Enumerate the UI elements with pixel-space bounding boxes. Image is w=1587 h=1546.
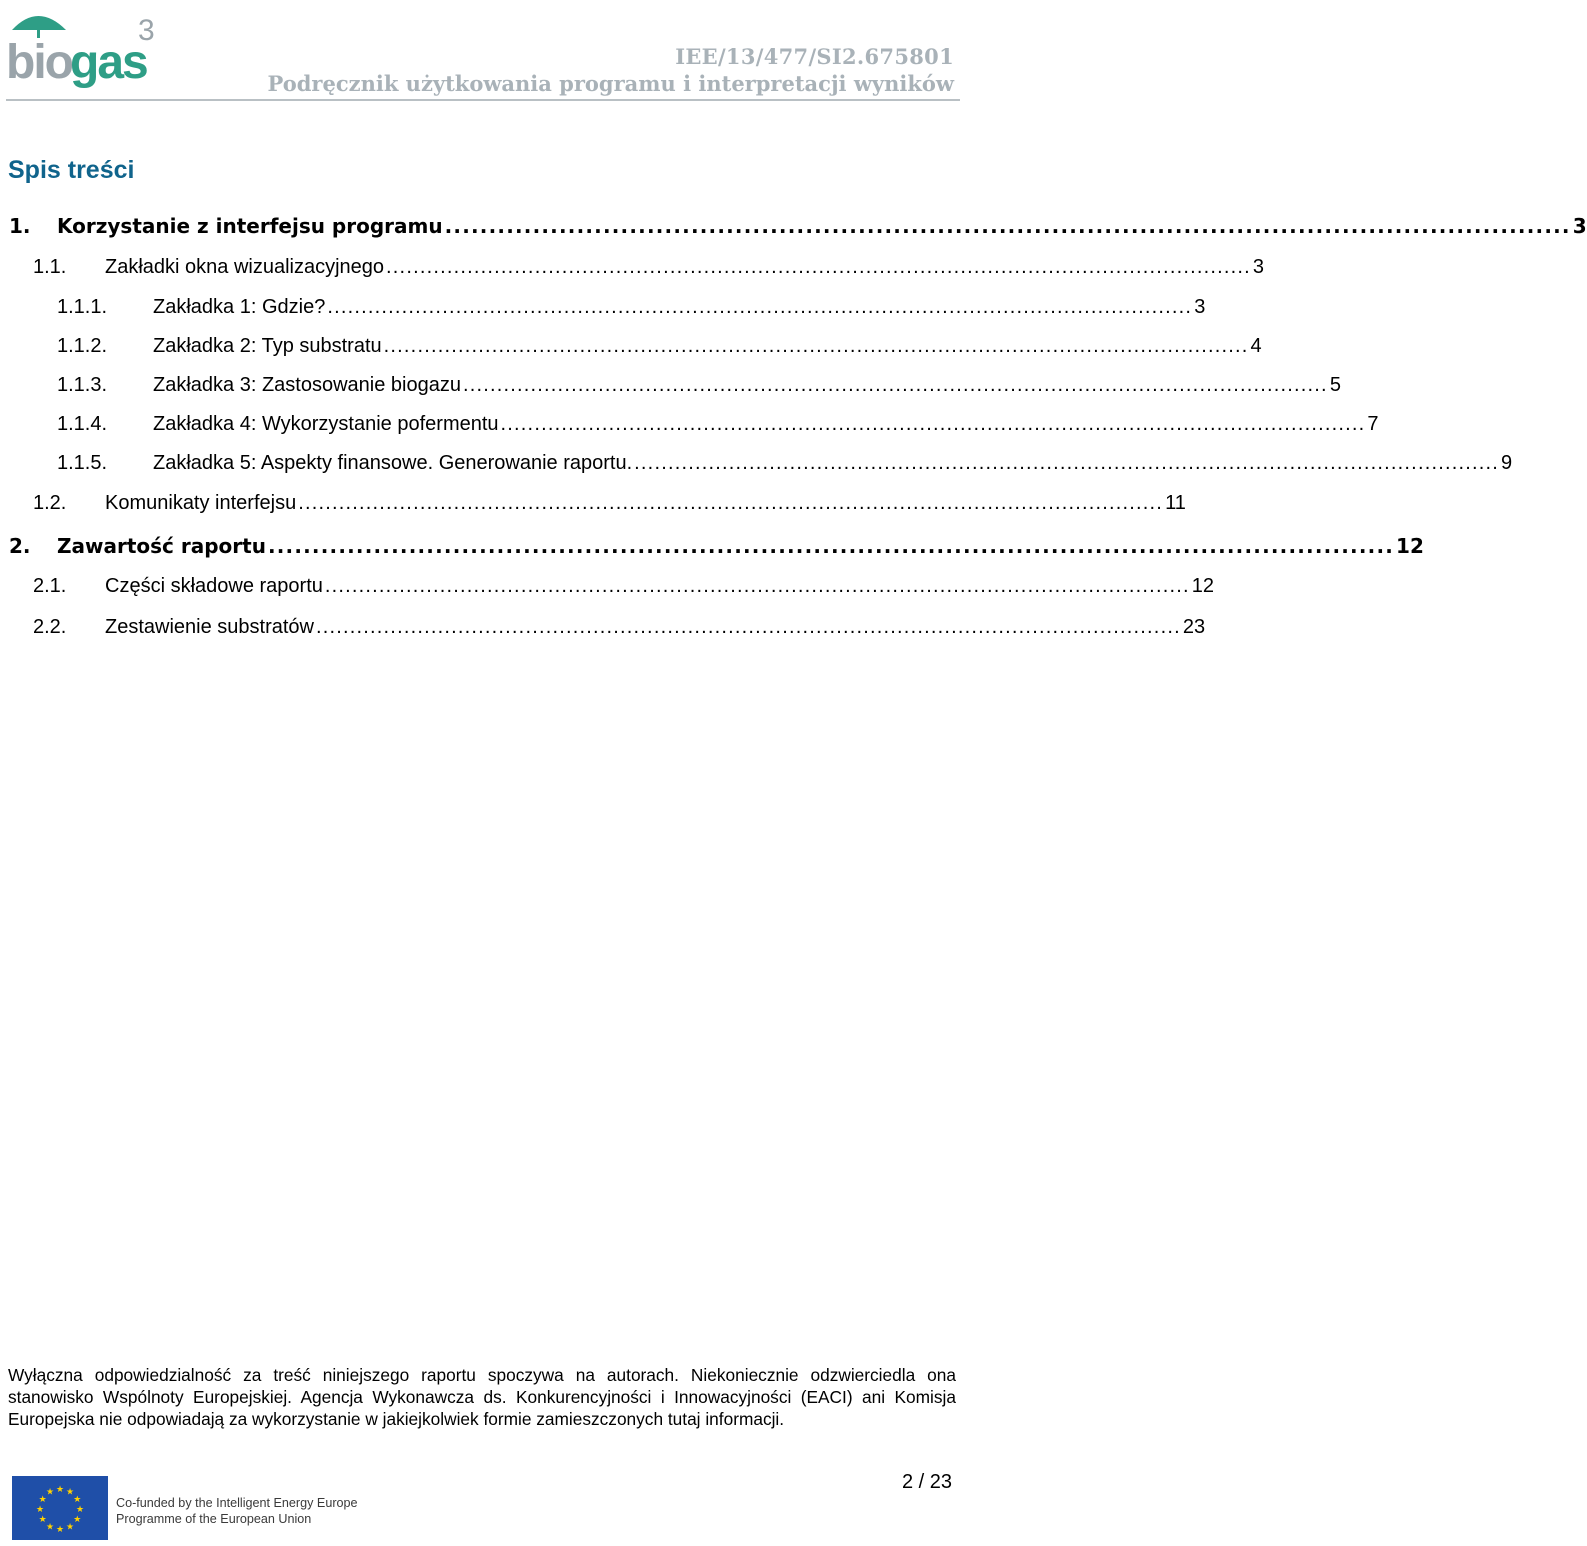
cofunded-line-2: Programme of the European Union bbox=[116, 1512, 312, 1526]
toc-heading: Spis treści bbox=[8, 156, 135, 184]
toc-entry-page: 3 bbox=[1572, 214, 1587, 238]
eu-flag-icon bbox=[12, 1476, 108, 1540]
svg-text:★: ★ bbox=[73, 1495, 82, 1505]
toc-entry-title: Zakładka 4: Wykorzystanie pofermentu bbox=[153, 413, 499, 435]
toc-entry-page: 3 bbox=[1194, 296, 1206, 318]
disclaimer-text: Wyłączna odpowiedzialność za treść niniejszego raportu spoczywa na autorach. Niekoniecznie odzwierciedla ona stanowisko Wspólnoty Europejskiej. Agencja Wykonawcza ds. Konkurencyjności i Innowacyjności (EACI) ani Komisja Europejska nie odpowiadają za wykorzystanie w jakiejkolwiek formie zamieszczonych tutaj informacji. bbox=[8, 1365, 956, 1429]
logo-superscript: 3 bbox=[138, 14, 155, 47]
svg-text:★: ★ bbox=[45, 1487, 55, 1498]
toc-dot-leader: ................................................................................................................................ bbox=[444, 214, 1571, 238]
svg-text:★: ★ bbox=[65, 1522, 75, 1533]
toc-entry-page: 11 bbox=[1165, 492, 1186, 514]
biogas-logo bbox=[6, 4, 158, 96]
toc-entry-title: Korzystanie z interfejsu programu bbox=[57, 214, 443, 238]
project-code: IEE/13/477/SI2.675801 bbox=[675, 44, 954, 69]
document-title: Podręcznik użytkowania programu i interpretacji wyników bbox=[267, 71, 954, 96]
toc-entry[interactable] bbox=[0, 575, 1214, 601]
toc-entry[interactable] bbox=[0, 492, 1186, 518]
toc-entry-number: 1. bbox=[9, 214, 31, 238]
toc-dot-leader: ................................................................................................................................ bbox=[383, 335, 1249, 357]
cofunded-line-1: Co-funded by the Intelligent Energy Europe bbox=[116, 1496, 358, 1510]
svg-text:★: ★ bbox=[38, 1515, 47, 1525]
toc-entry-title: Zakładka 3: Zastosowanie biogazu bbox=[153, 374, 461, 396]
toc-dot-leader: ................................................................................................................................ bbox=[500, 413, 1366, 435]
toc-entry-number: 1.1.5. bbox=[57, 452, 108, 474]
toc-dot-leader: ................................................................................................................................ bbox=[298, 492, 1164, 514]
toc-entry-page: 12 bbox=[1396, 534, 1424, 558]
toc-entry-number: 1.1.4. bbox=[57, 413, 108, 435]
cofunded-caption bbox=[116, 1495, 358, 1527]
toc-entry-number: 1.1.3. bbox=[57, 374, 108, 396]
toc-entry-page: 12 bbox=[1191, 575, 1214, 597]
svg-text:★: ★ bbox=[55, 1485, 65, 1495]
toc-entry[interactable] bbox=[0, 296, 1206, 322]
toc-dot-leader: ................................................................................................................................ bbox=[386, 256, 1251, 278]
svg-text:★: ★ bbox=[45, 1522, 55, 1533]
toc-entry-title: Zakładka 5: Aspekty finansowe. Generowanie raportu. bbox=[153, 452, 633, 474]
toc-entry[interactable] bbox=[0, 256, 1265, 282]
logo-bio: bio bbox=[6, 36, 72, 89]
toc-entry[interactable] bbox=[0, 452, 1513, 478]
toc-dot-leader: ................................................................................................................................ bbox=[324, 575, 1190, 597]
toc-entry-title: Części składowe raportu bbox=[105, 575, 323, 597]
toc-entry[interactable] bbox=[0, 616, 1206, 642]
toc-entry-page: 23 bbox=[1182, 616, 1206, 638]
toc-entry-number: 2.1. bbox=[33, 575, 67, 597]
toc-entry-page: 5 bbox=[1329, 374, 1341, 396]
toc-entry-page: 9 bbox=[1501, 452, 1513, 474]
toc-entry[interactable] bbox=[0, 413, 1379, 439]
toc-entry[interactable] bbox=[0, 374, 1341, 400]
toc-entry-number: 2. bbox=[9, 534, 31, 558]
toc-entry-title: Komunikaty interfejsu bbox=[105, 492, 297, 514]
toc-entry[interactable] bbox=[0, 335, 1262, 361]
toc-entry-page: 4 bbox=[1250, 335, 1262, 357]
toc-entry-number: 1.1.2. bbox=[57, 335, 108, 357]
toc-entry-title: Zakładki okna wizualizacyjnego bbox=[105, 256, 385, 278]
toc-entry-page: 3 bbox=[1252, 256, 1265, 278]
page-indicator: 2 / 23 bbox=[901, 1471, 952, 1493]
toc-entry-number: 1.1. bbox=[33, 256, 67, 278]
svg-text:★: ★ bbox=[75, 1505, 85, 1515]
toc-dot-leader: ................................................................................................................................ bbox=[267, 534, 1395, 558]
toc-entry-title: Zestawienie substratów bbox=[105, 616, 314, 638]
toc-dot-leader: ................................................................................................................................ bbox=[634, 452, 1500, 474]
toc-entry-number: 1.2. bbox=[33, 492, 67, 514]
toc-entry-title: Zakładka 2: Typ substratu bbox=[153, 335, 382, 357]
toc-entry[interactable] bbox=[0, 214, 1587, 240]
svg-text:★: ★ bbox=[73, 1515, 82, 1525]
svg-text:★: ★ bbox=[38, 1495, 47, 1505]
toc-dot-leader: ................................................................................................................................ bbox=[315, 616, 1181, 638]
toc-entry-page: 7 bbox=[1367, 413, 1379, 435]
svg-text:★: ★ bbox=[65, 1487, 75, 1498]
logo-gas: gas bbox=[70, 36, 147, 89]
toc-dot-leader: ................................................................................................................................ bbox=[462, 374, 1328, 396]
toc-entry-number: 2.2. bbox=[33, 616, 67, 638]
toc-dot-leader: ................................................................................................................................ bbox=[327, 296, 1193, 318]
toc-entry[interactable] bbox=[0, 534, 1424, 560]
toc-entry-title: Zawartość raportu bbox=[57, 534, 266, 558]
svg-text:★: ★ bbox=[35, 1505, 45, 1515]
toc-entry-number: 1.1.1. bbox=[57, 296, 108, 318]
svg-text:★: ★ bbox=[55, 1525, 65, 1535]
header-divider bbox=[6, 99, 960, 101]
toc-entry-title: Zakładka 1: Gdzie? bbox=[153, 296, 326, 318]
